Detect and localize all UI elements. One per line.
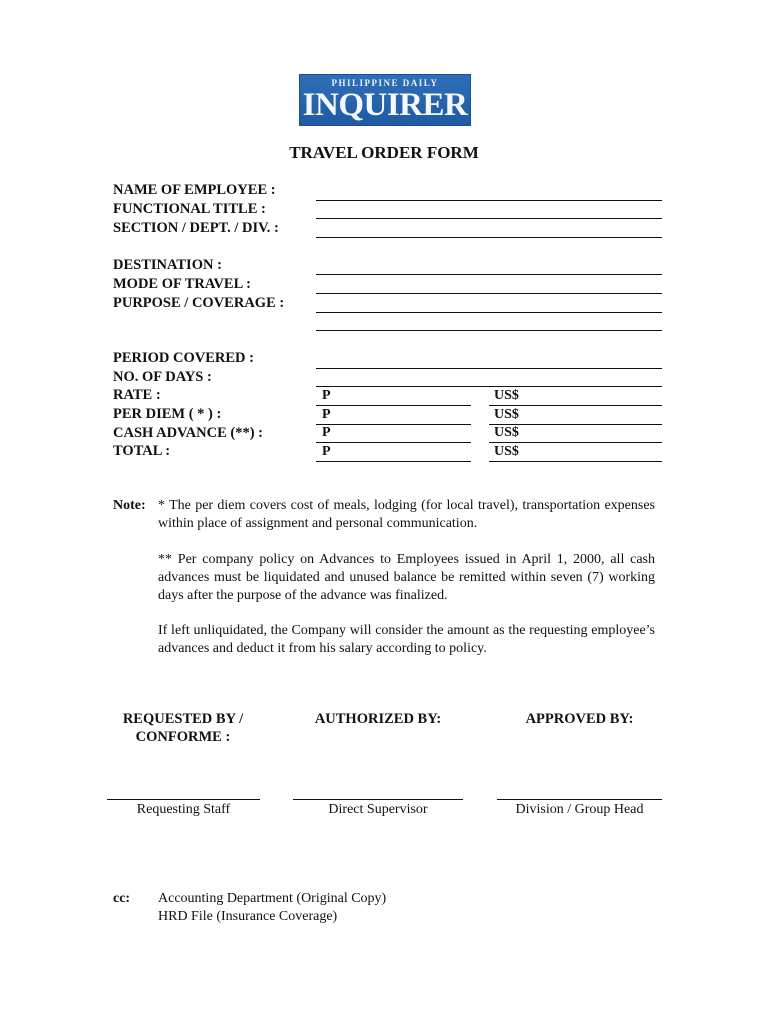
- total-usd-field[interactable]: [489, 461, 662, 462]
- cc-line-1: Accounting Department (Original Copy): [158, 891, 387, 906]
- conforme-heading: CONFORME :: [135, 729, 231, 745]
- rate-usd-label: US$: [494, 388, 519, 403]
- requesting-staff-signature-line[interactable]: [107, 799, 260, 800]
- note-paragraph-1: * The per diem covers cost of meals, lodging (for local travel), transportation expenses within place of assignment and personal communication.: [158, 498, 655, 531]
- label-rate: RATE :: [113, 387, 161, 403]
- destination-field[interactable]: [316, 274, 662, 275]
- label-no-of-days: NO. OF DAYS :: [113, 369, 212, 385]
- total-usd-label: US$: [494, 444, 519, 459]
- requested-by-heading: REQUESTED BY /: [122, 711, 244, 727]
- logo-main-text: INQUIRER: [302, 87, 468, 123]
- label-per-diem: PER DIEM ( * ) :: [113, 406, 222, 422]
- per-diem-peso-field[interactable]: [316, 424, 471, 425]
- requesting-staff-caption: Requesting Staff: [136, 802, 231, 817]
- form-title: TRAVEL ORDER FORM: [289, 143, 479, 162]
- label-cash-advance: CASH ADVANCE (**) :: [113, 425, 263, 441]
- label-period-covered: PERIOD COVERED :: [113, 350, 254, 366]
- label-functional-title: FUNCTIONAL TITLE :: [113, 201, 266, 217]
- label-section-dept-div: SECTION / DEPT. / DIV. :: [113, 220, 279, 236]
- total-peso-field[interactable]: [316, 461, 471, 462]
- purpose-coverage-field[interactable]: [316, 312, 662, 313]
- label-purpose-coverage: PURPOSE / COVERAGE :: [113, 295, 285, 311]
- division-group-head-signature-line[interactable]: [497, 799, 662, 800]
- cash-advance-usd-label: US$: [494, 425, 519, 440]
- purpose-coverage-field-2[interactable]: [316, 330, 662, 331]
- note-paragraph-2: ** Per company policy on Advances to Employees issued in April 1, 2000, all cash advances must be liquidated and unused balance be remitted within seven (7) working days after the purpose of the advance was finalized.: [158, 552, 655, 603]
- authorized-by-heading: AUTHORIZED BY:: [314, 711, 442, 727]
- label-mode-of-travel: MODE OF TRAVEL :: [113, 276, 251, 292]
- division-group-head-caption: Division / Group Head: [515, 802, 644, 817]
- rate-usd-field[interactable]: [489, 405, 662, 406]
- label-name-of-employee: NAME OF EMPLOYEE :: [113, 182, 276, 198]
- logo-top-text: PHILIPPINE DAILY: [331, 78, 439, 88]
- section-dept-div-field[interactable]: [316, 237, 662, 238]
- note-paragraph-3: If left unliquidated, the Company will consider the amount as the requesting employee’s advances and deduct it from his salary according to policy.: [158, 623, 655, 656]
- label-destination: DESTINATION :: [113, 257, 222, 273]
- no-of-days-field[interactable]: [316, 386, 662, 387]
- direct-supervisor-caption: Direct Supervisor: [328, 802, 428, 817]
- period-covered-field[interactable]: [316, 368, 662, 369]
- cash-advance-usd-field[interactable]: [489, 442, 662, 443]
- label-total: TOTAL :: [113, 443, 171, 459]
- cash-advance-peso-field[interactable]: [316, 442, 471, 443]
- inquirer-logo: [299, 74, 471, 126]
- cash-advance-peso-label: P: [322, 425, 331, 440]
- mode-of-travel-field[interactable]: [316, 293, 662, 294]
- rate-peso-field[interactable]: [316, 405, 471, 406]
- per-diem-usd-label: US$: [494, 407, 519, 422]
- total-peso-label: P: [322, 444, 331, 459]
- note-label: Note:: [113, 498, 146, 513]
- cc-line-2: HRD File (Insurance Coverage): [158, 909, 338, 924]
- rate-peso-label: P: [322, 388, 331, 403]
- name-of-employee-field[interactable]: [316, 200, 662, 201]
- per-diem-peso-label: P: [322, 407, 331, 422]
- direct-supervisor-signature-line[interactable]: [293, 799, 463, 800]
- cc-label: cc:: [113, 891, 131, 906]
- functional-title-field[interactable]: [316, 218, 662, 219]
- approved-by-heading: APPROVED BY:: [525, 711, 634, 727]
